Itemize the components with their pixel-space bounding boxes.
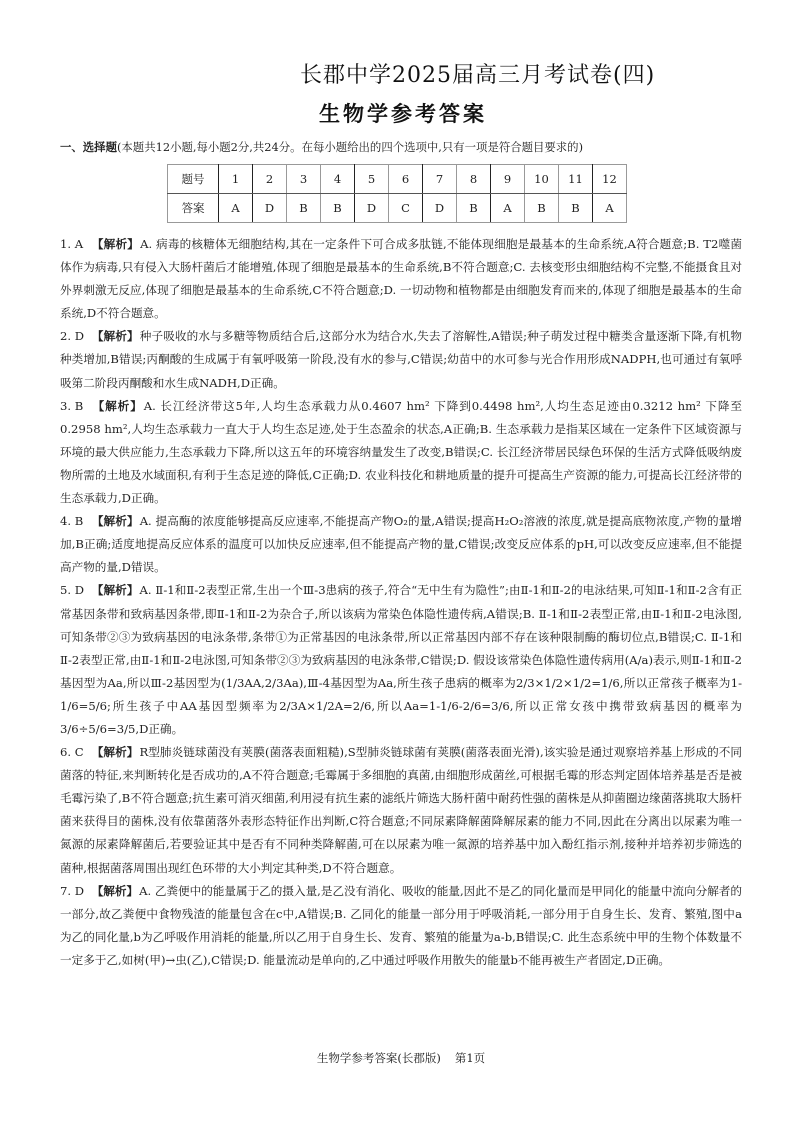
explanation-item-1 [60,233,742,325]
item-text: A. 病毒的核糖体无细胞结构,其在一定条件下可合成多肽链,不能体现细胞是最基本的生命系统,A符合题意;B. T2噬菌体作为病毒,只有侵入大肠杆菌后才能增殖,体现了细胞是最基本的生命系统,B不符合题意;C. 去核变形虫细胞结构不完整,不能摄食且对外界刺激无反应,体现了细胞是最基本的生命系统,C不符合题意;D. 一切动物和植物都是由细胞发育而来的,体现了细胞是最基本的生命系统,D不符合题意。 [60,237,742,321]
answer-cell: A [219,194,253,223]
section-heading [60,139,750,155]
answer-cell: B [287,194,321,223]
analysis-tag: 【解析】 [92,398,143,413]
analysis-tag: 【解析】 [91,583,139,598]
explanation-item-6 [60,741,742,880]
answer-cell: B [321,194,355,223]
answer-cell: D [423,194,457,223]
analysis-tag: 【解析】 [91,745,139,760]
item-number: 7. D [60,883,85,898]
row-header-answer: 答案 [168,194,219,223]
analysis-tag: 【解析】 [91,329,139,344]
answer-cell: A [491,194,525,223]
item-number: 2. D [60,329,85,344]
answer-cell: C [389,194,423,223]
item-text: A. 提高酶的浓度能够提高反应速率,不能提高产物O₂的量,A错误;提高H₂O₂溶液的浓度,就是提高底物浓度,产物的量增加,B正确;适度地提高反应体系的温度可以加快反应速率,但不能提高产物的量,C错误;改变反应体系的pH,可以改变反应速率,但不能提高产物的量,D错误。 [60,514,742,575]
explanation-item-3 [60,395,742,510]
item-number: 4. B [60,514,84,529]
item-number: 5. D [60,583,85,598]
answer-table-number-row [168,165,627,194]
analysis-tag: 【解析】 [91,883,139,898]
answer-cell: B [457,194,491,223]
question-number: 7 [423,165,457,194]
row-header-number: 题号 [168,165,219,194]
answer-cell: D [355,194,389,223]
question-number: 10 [525,165,559,194]
item-number: 1. A [60,237,84,251]
explanations-list [60,233,742,972]
answer-table-answer-row [168,194,627,223]
explanation-item-4 [60,510,742,579]
question-number: 11 [559,165,593,194]
answer-table [167,164,627,223]
question-number: 8 [457,165,491,194]
footer-page-number: 第1页 [454,1051,486,1065]
question-number: 2 [253,165,287,194]
explanation-item-2 [60,325,742,394]
explanation-item-5 [60,579,742,741]
question-number: 6 [389,165,423,194]
answer-cell: D [253,194,287,223]
question-number: 3 [287,165,321,194]
answer-cell: A [593,194,627,223]
question-number: 4 [321,165,355,194]
footer-doc-name: 生物学参考答案(长郡版) [316,1051,441,1065]
explanation-item-7 [60,880,742,972]
item-text: A. 乙粪便中的能量属于乙的摄入量,是乙没有消化、吸收的能量,因此不是乙的同化量而是甲同化的能量中流向分解者的一部分,故乙粪便中食物残渣的能量包含在c中,A错误;B. 乙同化的能量一部分用于呼吸消耗,一部分用于自身生长、发育、繁殖,图中a为乙的同化量,b为乙呼吸作用消耗的能量,所以乙用于自身生长、发育、繁殖的能量为a-b,B错误;C. 此生态系统中甲的生物个体数量不一定多于乙,如树(甲)→虫(乙),C错误;D. 能量流动是单向的,乙中通过呼吸作用散失的能量b不能再被生产者固定,D正确。 [60,883,742,967]
page-footer [0,1050,794,1066]
page-subtitle: 生物学参考答案 [319,102,487,126]
item-number: 3. B [60,398,84,413]
answer-cell: B [559,194,593,223]
item-text: A. Ⅱ-1和Ⅱ-2表型正常,生出一个Ⅲ-3患病的孩子,符合“无中生有为隐性”;由Ⅱ-1和Ⅱ-2的电泳结果,可知Ⅱ-1和Ⅱ-2含有正常基因条带和致病基因条带,即Ⅱ-1和Ⅱ-2为杂合子,所以该病为常染色体隐性遗传病,A错误;B. Ⅱ-1和Ⅱ-2表型正常,由Ⅱ-1和Ⅱ-2电泳图,可知条带②③为致病基因的电泳条带,条带①为正常基因的电泳条带,所以正常基因内部不存在该种限制酶的酶切位点,B错误;C. Ⅱ-1和Ⅱ-2表型正常,由Ⅱ-1和Ⅱ-2电泳图,可知条带②③为致病基因的电泳条带,C错误;D. 假设该常染色体隐性遗传病用(A/a)表示,则Ⅱ-1和Ⅱ-2基因型为Aa,所以Ⅲ-2基因型为(1/3AA,2/3Aa),Ⅲ-4基因型为Aa,所生孩子患病的概率为2/3×1/2×1/2=1/6,所以正常孩子概率为1-1/6=5/6;所生孩子中AA基因型频率为2/3A×1/2A=2/6,所以Aa=1-1/6-2/6=3/6,所以正常女孩中携带致病基因的概率为3/6÷5/6=3/5,D正确。 [60,583,742,736]
question-number: 5 [355,165,389,194]
answer-cell: B [525,194,559,223]
section-instructions: (本题共12小题,每小题2分,共24分。在每小题给出的四个选项中,只有一项是符合题目要求的) [116,140,584,154]
question-number: 1 [219,165,253,194]
section-label: 一、选择题 [60,140,117,154]
exam-title: 长郡中学2025届高三月考试卷(四) [300,63,656,88]
item-text: A. 长江经济带这5年,人均生态承载力从0.4607 hm² 下降到0.4498 hm²,人均生态足迹由0.3212 hm² 下降至0.2958 hm²,人均生态承载力一直大于人均生态足迹,处于生态盈余的状态,A正确;B. 生态承载力是指某区域在一定条件下区域资源与环境的最大供应能力,生态承载力下降,所以这五年的环境容纳量发生了改变,B错误;C. 长江经济带居民绿色环保的生活方式降低吸纳废物所需的土地及水域面积,有利于生态足迹的降低,C正确;D. 农业科技化和耕地质量的提升可提高生产资源的能力,可提高长江经济带的生态承载力,D正确。 [60,398,742,506]
analysis-tag: 【解析】 [91,514,139,529]
item-number: 6. C [60,745,84,760]
analysis-tag: 【解析】 [91,237,140,251]
item-text: R型肺炎链球菌没有荚膜(菌落表面粗糙),S型肺炎链球菌有荚膜(菌落表面光滑),该实验是通过观察培养基上形成的不同菌落的特征,来判断转化是否成功的,A不符合题意;毛霉属于多细胞的真菌,由细胞形成菌丝,可根据毛霉的形态判定固体培养基是否是被毛霉污染了,B不符合题意;抗生素可消灭细菌,利用浸有抗生素的滤纸片筛选大肠杆菌中耐药性强的菌株是从抑菌圈边缘菌落挑取大肠杆菌来获得目的菌株,没有依靠菌落外表形态特征作出判断,C符合题意;不同尿素降解菌降解尿素的能力不同,因此在分离出以尿素为唯一氮源的尿素降解菌后,若要验证其中是否有不同种类降解菌,可在以尿素为唯一氮源的培养基中加入酚红指示剂,接种并培养初步筛选的菌种,根据菌落周围出现红色环带的大小判定其种类,D不符合题意。 [60,745,742,875]
item-text: 种子吸收的水与多糖等物质结合后,这部分水为结合水,失去了溶解性,A错误;种子萌发过程中糖类含量逐渐下降,有机物种类增加,B错误;丙酮酸的生成属于有氧呼吸第一阶段,没有水的参与,C错误;幼苗中的水可参与光合作用形成NADPH,也可通过有氧呼吸第二阶段丙酮酸和水生成NADH,D正确。 [60,329,742,390]
question-number: 9 [491,165,525,194]
question-number: 12 [593,165,627,194]
